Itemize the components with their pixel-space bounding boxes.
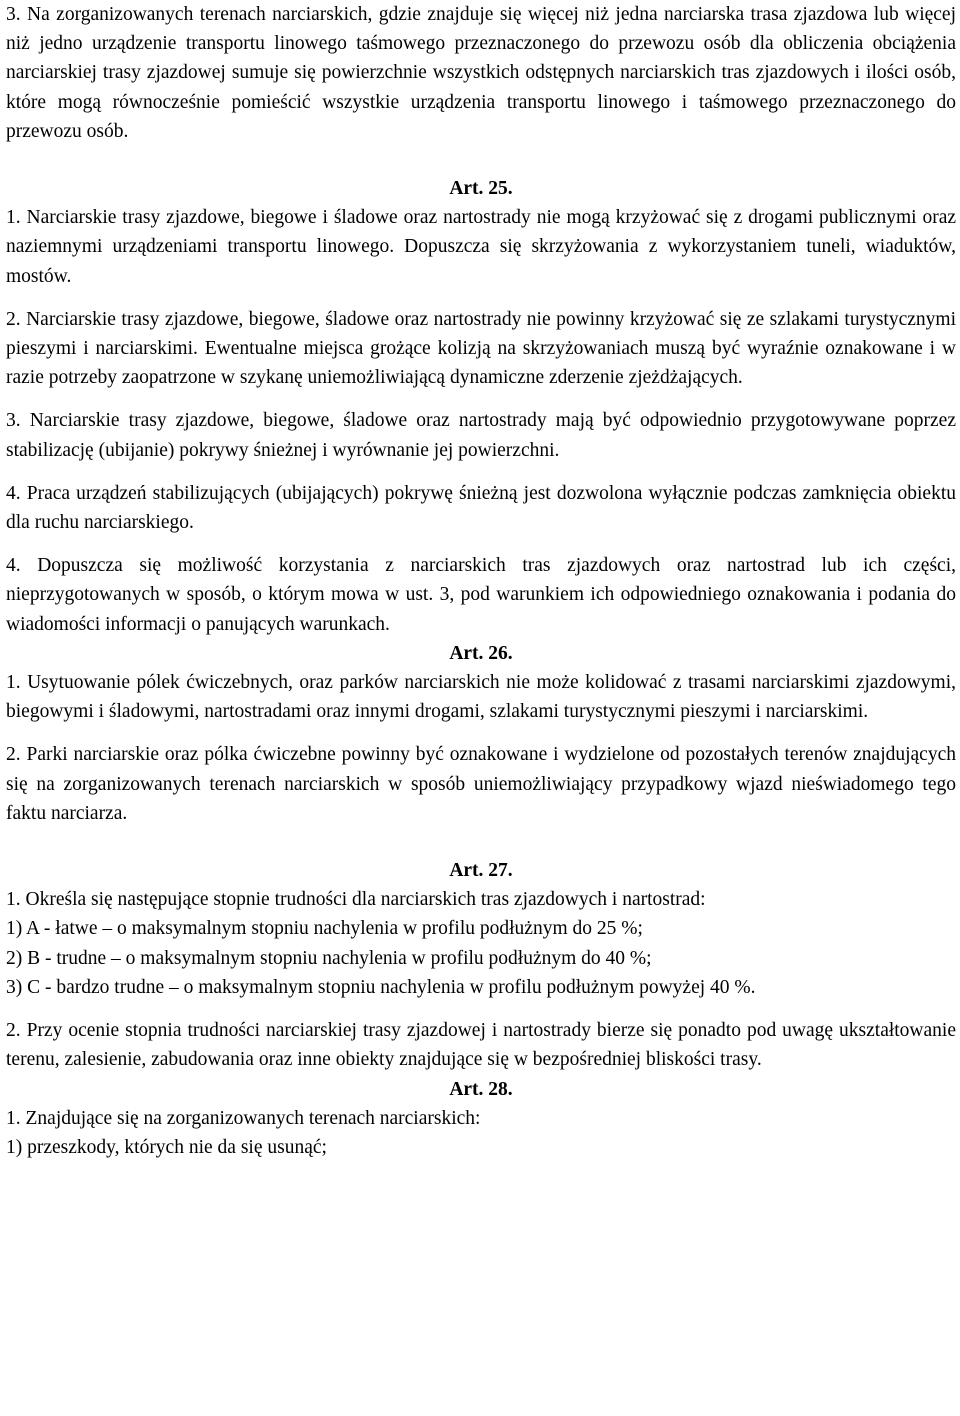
article-27-heading: Art. 27.: [449, 860, 513, 882]
article-28-paragraph-1-intro: 1. Znajdujące się na zorganizowanych terenach narciarskich:: [6, 1107, 481, 1129]
document-page: [6, 0, 956, 1162]
article-28-list-item-1: 1) przeszkody, których nie da się usunąć;: [6, 1136, 327, 1158]
article-25-paragraph-3: 3. Narciarskie trasy zjazdowe, biegowe, śladowe oraz nartostrady mają być odpowiednio przygotowywane poprzez stabilizację (ubijanie) pokrywy śnieżnej i wyrównanie jej powierzchni.: [6, 410, 956, 461]
article-25-heading: Art. 25.: [449, 178, 513, 200]
article-27-paragraph-1-intro: 1. Określa się następujące stopnie trudności dla narciarskich tras zjazdowych i nartostrad:: [6, 889, 706, 911]
article-28-heading: Art. 28.: [449, 1078, 513, 1100]
paragraph-3: 3. Na zorganizowanych terenach narciarskich, gdzie znajduje się więcej niż jedna narciarska trasa zjazdowa lub więcej niż jedno urządzenie transportu linowego taśmowego przeznaczonego do przewozu osób dla obliczenia obciążenia narciarskiej trasy zjazdowej sumuje się powierzchnie wszystkich odstępnych narciarskich tras zjazdowych i ilości osób, które mogą równocześnie pomieścić wszystkie urządzenia transportu linowego i taśmowego przeznaczonego do przewozu osób.: [6, 4, 956, 142]
article-27-paragraph-2: 2. Przy ocenie stopnia trudności narciarskiej trasy zjazdowej i nartostrady bierze się ponadto pod uwagę ukształtowanie terenu, zalesienie, zabudowania oraz inne obiekty znajdujące się w bezpośredniej bliskości trasy.: [6, 1020, 956, 1071]
article-27-list-item-1: 1) A - łatwe – o maksymalnym stopniu nachylenia w profilu podłużnym do 25 %;: [6, 918, 643, 940]
article-25-paragraph-4a: 4. Praca urządzeń stabilizujących (ubijających) pokrywę śnieżną jest dozwolona wyłącznie podczas zamknięcia obiektu dla ruchu narciarskiego.: [6, 482, 956, 534]
article-26-paragraph-2: 2. Parki narciarskie oraz pólka ćwiczebne powinny być oznakowane i wydzielone od pozostałych terenów znajdujących się na zorganizowanych terenach narciarskich w sposób uniemożliwiający przypadkowy wjazd nieświadomego tego faktu narciarza.: [6, 744, 956, 824]
article-25-paragraph-4b: 4. Dopuszcza się możliwość korzystania z narciarskich tras zjazdowych oraz nartostrad lub ich części, nieprzygotowanych w sposób, o którym mowa w ust. 3, pod warunkiem ich odpowiedniego oznakowania i podania do wiadomości informacji o panujących warunkach.: [6, 555, 956, 635]
article-26-paragraph-1: 1. Usytuowanie pólek ćwiczebnych, oraz parków narciarskich nie może kolidować z trasami narciarskimi zjazdowymi, biegowymi i śladowymi, nartostradami oraz innymi drogami, szlakami turystycznymi pieszymi i narciarskimi.: [6, 672, 956, 723]
article-25-paragraph-1: 1. Narciarskie trasy zjazdowe, biegowe i śladowe oraz nartostrady nie mogą krzyżować się z drogami publicznymi oraz naziemnymi urządzeniami transportu linowego. Dopuszcza się skrzyżowania z wykorzystaniem tuneli, wiaduktów, mostów.: [6, 207, 956, 287]
article-26-heading: Art. 26.: [449, 642, 513, 664]
article-25-paragraph-2: 2. Narciarskie trasy zjazdowe, biegowe, śladowe oraz nartostrady nie powinny krzyżować się ze szlakami turystycznymi pieszymi i narciarskimi. Ewentualne miejsca grożące kolizją na skrzyżowaniach muszą być wyraźnie oznakowane i w razie potrzeby zaopatrzone w szykanę uniemożliwiającą dynamiczne zderzenie zjeżdżających.: [6, 308, 956, 389]
article-27-list-item-2: 2) B - trudne – o maksymalnym stopniu nachylenia w profilu podłużnym do 40 %;: [6, 947, 652, 969]
article-27-list-item-3: 3) C - bardzo trudne – o maksymalnym stopniu nachylenia w profilu podłużnym powyżej 40 %.: [6, 976, 756, 998]
